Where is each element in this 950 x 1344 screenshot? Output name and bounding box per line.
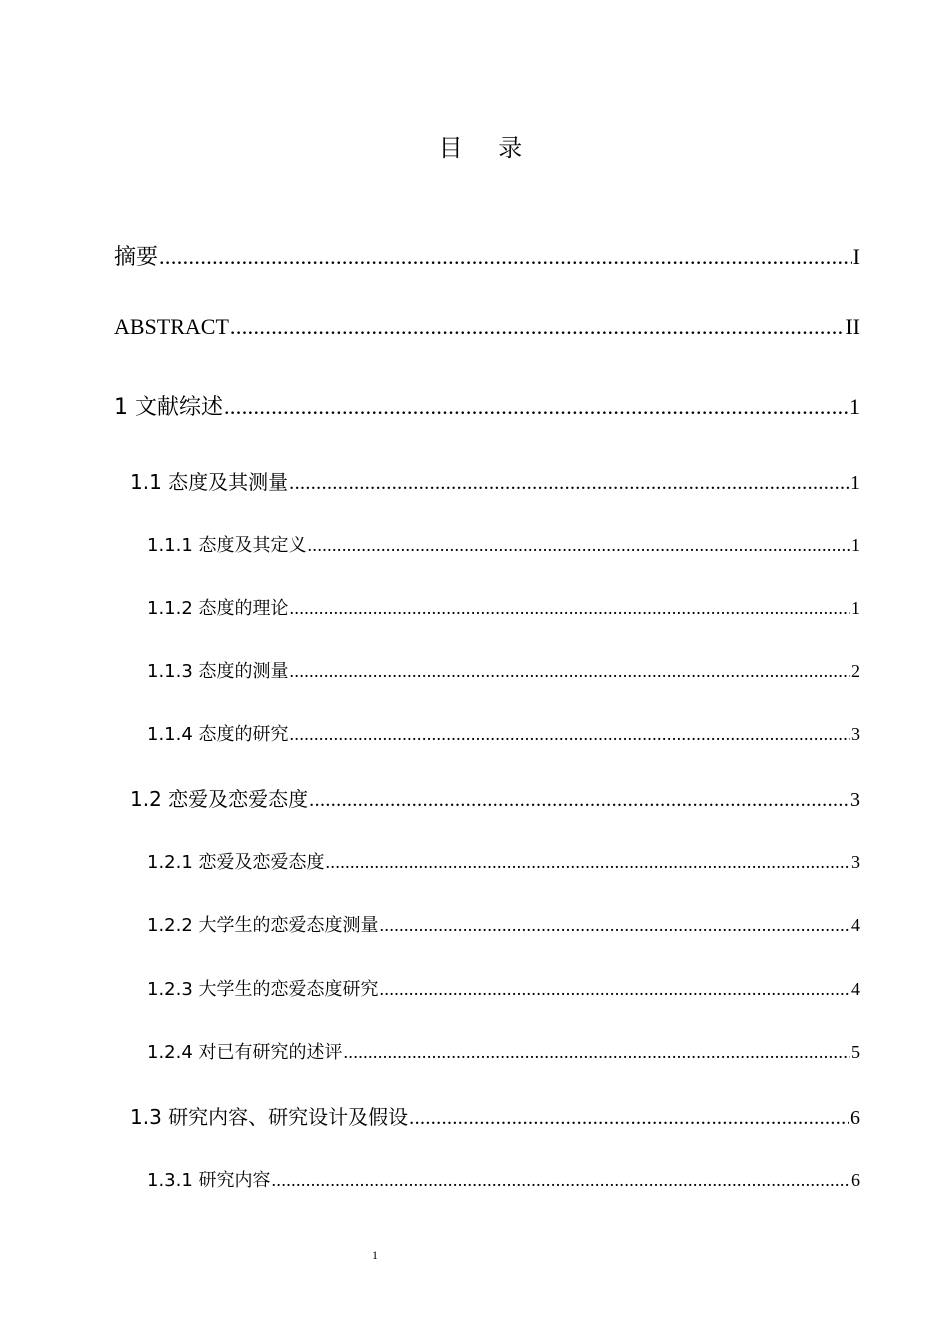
toc-page-number: 1 — [851, 535, 860, 555]
toc-entry-label: 1.1.2 态度的理论 — [147, 598, 289, 619]
toc-entry-section-1-1-4[interactable] — [147, 720, 860, 746]
toc-entry-label: 摘要 — [114, 245, 159, 270]
toc-page-number: 3 — [851, 852, 860, 872]
toc-entry-label: 1.2 恋爱及恋爱态度 — [130, 787, 309, 811]
toc-entry-label: 1.1.3 态度的测量 — [147, 661, 289, 682]
toc-entry-section-1-2[interactable] — [130, 783, 860, 812]
toc-dot-leader — [224, 394, 848, 420]
toc-entry-label: 1.2.4 对已有研究的述评 — [147, 1042, 343, 1063]
toc-entry-section-1-2-4[interactable] — [147, 1038, 860, 1064]
toc-entry-label: 1.1.1 态度及其定义 — [147, 535, 307, 556]
toc-entry-section-1-2-1[interactable] — [147, 848, 860, 874]
toc-entry-section-1-1-2[interactable] — [147, 594, 860, 620]
toc-entry-label: 1 文献综述 — [114, 395, 223, 420]
toc-page-number: 1 — [851, 598, 860, 618]
toc-page-number: 1 — [850, 472, 860, 494]
toc-dot-leader — [308, 535, 850, 556]
toc-dot-leader — [326, 852, 850, 873]
toc-dot-leader — [309, 789, 849, 812]
toc-dot-leader — [272, 1170, 850, 1191]
page-title: 目 录 — [438, 134, 537, 162]
toc-entry-label: 1.1 态度及其测量 — [130, 470, 289, 494]
toc-entry-section-1-3-1[interactable] — [147, 1166, 860, 1192]
toc-entry-abstract-en[interactable] — [114, 314, 860, 340]
toc-dot-leader — [380, 915, 850, 936]
toc-dot-leader — [159, 244, 852, 270]
toc-page-number: I — [852, 244, 860, 269]
toc-page-number: 3 — [851, 724, 860, 744]
toc-entry-label: 1.2.2 大学生的恋爱态度测量 — [147, 915, 379, 936]
toc-dot-leader — [409, 1107, 849, 1130]
toc-dot-leader — [290, 661, 850, 682]
toc-page-number: 2 — [851, 661, 860, 681]
toc-dot-leader — [344, 1042, 850, 1063]
toc-dot-leader — [290, 598, 850, 619]
toc-entry-section-1-1-1[interactable] — [147, 531, 860, 557]
toc-page-number: 5 — [851, 1042, 860, 1062]
toc-page-number: 4 — [851, 915, 860, 935]
toc-dot-leader — [290, 724, 850, 745]
toc-page-number: II — [845, 314, 860, 339]
footer-page-number: 1 — [372, 1248, 378, 1262]
toc-page-number: 1 — [849, 394, 860, 419]
toc-dot-leader — [289, 472, 849, 495]
toc-entry-label: 1.3 研究内容、研究设计及假设 — [130, 1105, 409, 1129]
toc-page-number: 3 — [850, 789, 860, 811]
toc-page-number: 6 — [850, 1107, 860, 1129]
toc-entry-section-1-2-3[interactable] — [147, 975, 860, 1001]
toc-dot-leader — [380, 979, 850, 1000]
toc-page-number: 4 — [851, 979, 860, 999]
toc-entry-chapter-1[interactable] — [114, 390, 860, 421]
toc-entry-label: 1.2.3 大学生的恋爱态度研究 — [147, 979, 379, 1000]
toc-entry-label: 1.2.1 恋爱及恋爱态度 — [147, 852, 325, 873]
toc-entry-section-1-3[interactable] — [130, 1101, 860, 1130]
toc-page-number: 6 — [851, 1170, 860, 1190]
toc-entry-section-1-1[interactable] — [130, 466, 860, 495]
toc-dot-leader — [230, 314, 844, 340]
toc-entry-section-1-1-3[interactable] — [147, 657, 860, 683]
toc-entry-abstract-cn[interactable] — [114, 240, 860, 271]
toc-entry-section-1-2-2[interactable] — [147, 911, 860, 937]
toc-entry-label: 1.1.4 态度的研究 — [147, 724, 289, 745]
toc-entry-label: ABSTRACT — [114, 314, 229, 339]
toc-entry-label: 1.3.1 研究内容 — [147, 1170, 271, 1191]
